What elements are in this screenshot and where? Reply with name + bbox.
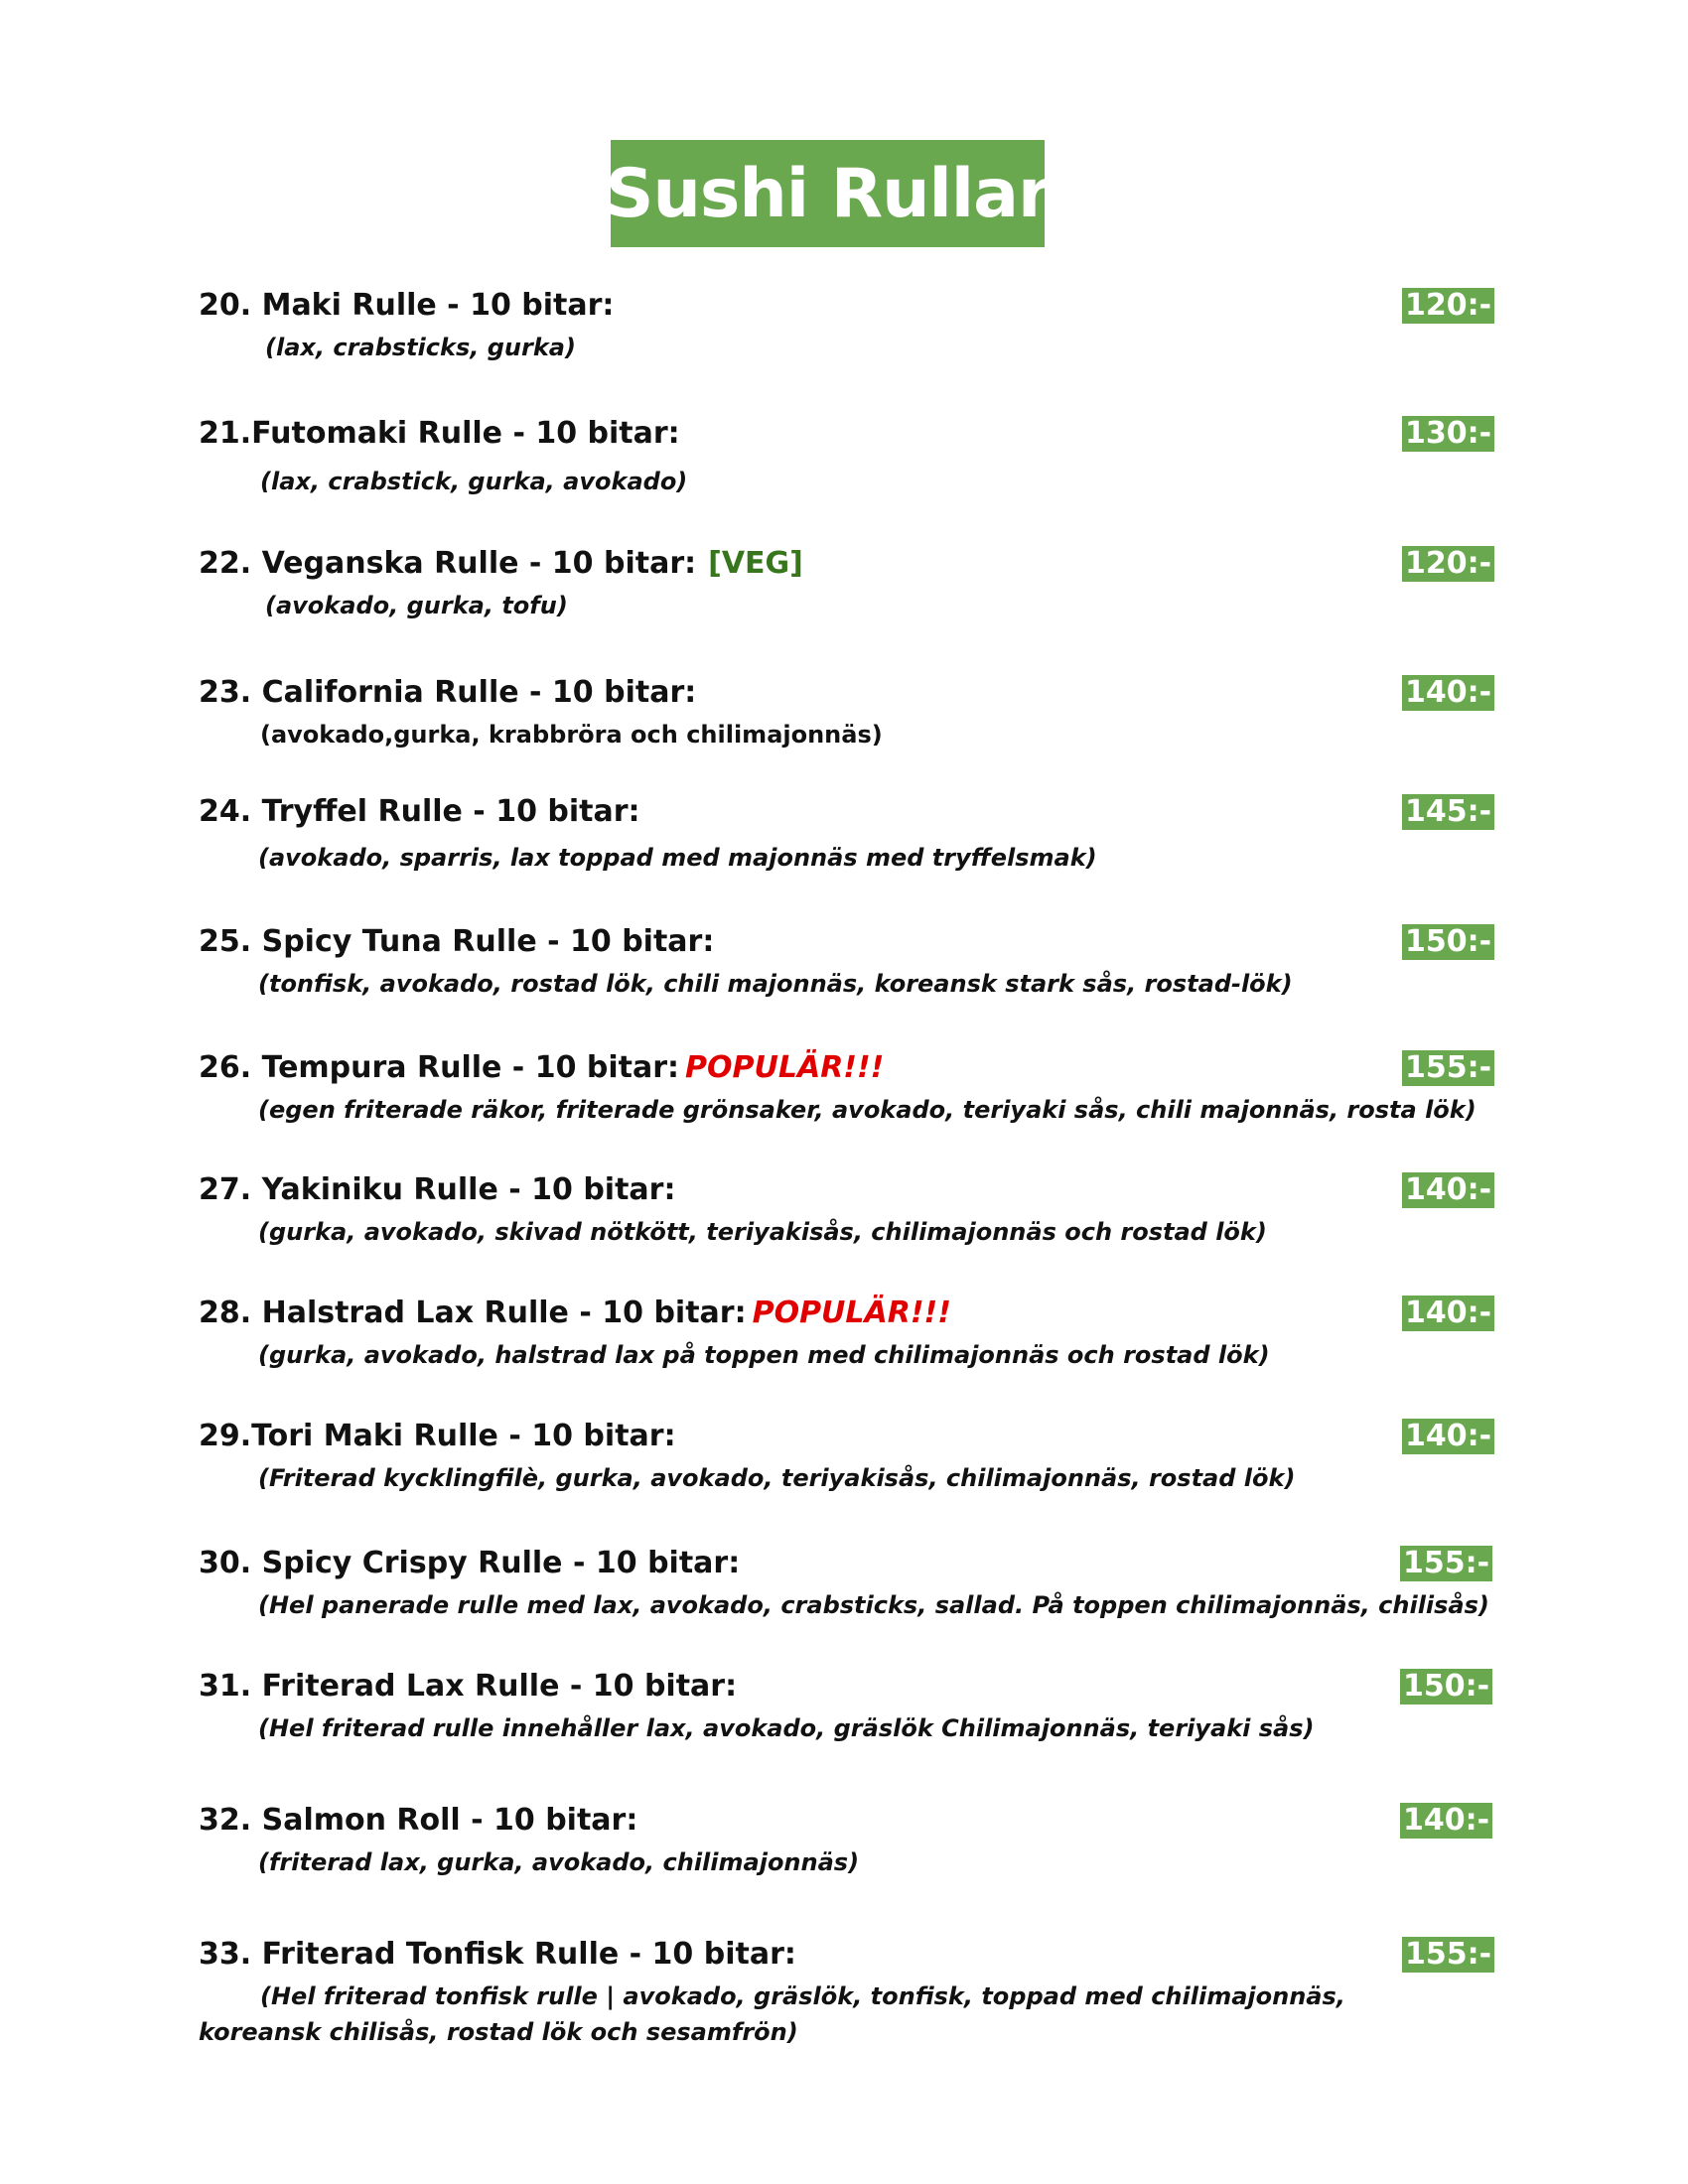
item-header <box>199 1290 1492 1337</box>
menu-item-29 <box>199 1413 1492 1496</box>
item-price: 140:- <box>1402 1172 1494 1208</box>
item-name: 23. California Rulle - 10 bitar: <box>199 675 697 710</box>
menu-item-22 <box>199 540 1492 623</box>
item-price: 120:- <box>1402 288 1494 324</box>
item-header <box>199 410 1492 458</box>
item-name: 26. Tempura Rulle - 10 bitar: <box>199 1050 680 1085</box>
item-description: (avokado, gurka, tofu) <box>265 592 568 619</box>
page-title: Sushi Rullar <box>605 154 1051 233</box>
menu-item-28 <box>199 1290 1492 1373</box>
item-name-row <box>199 540 803 588</box>
menu-title-banner <box>605 140 1051 247</box>
menu-item-27 <box>199 1166 1492 1250</box>
item-price: 140:- <box>1402 675 1494 711</box>
item-description: (avokado,gurka, krabbröra och chilimajonnäs) <box>260 721 883 749</box>
item-name: 21.Futomaki Rulle - 10 bitar: <box>199 416 680 451</box>
menu-item-24 <box>199 788 1492 876</box>
item-price: 120:- <box>1402 546 1494 582</box>
item-header <box>199 1663 1489 1710</box>
item-header <box>199 282 1492 330</box>
menu-item-25 <box>199 918 1492 1002</box>
item-description: (Hel panerade rulle med lax, avokado, crabsticks, sallad. På toppen chilimajonnäs, chilisås) <box>258 1591 1489 1619</box>
item-header <box>199 918 1492 966</box>
item-price: 155:- <box>1402 1937 1494 1973</box>
item-header <box>199 1166 1492 1214</box>
item-header <box>199 788 1492 836</box>
item-price: 150:- <box>1402 924 1494 960</box>
item-header <box>199 540 1492 588</box>
item-name: 20. Maki Rulle - 10 bitar: <box>199 288 615 323</box>
item-name: 33. Friterad Tonfisk Rulle - 10 bitar: <box>199 1937 796 1972</box>
popular-tag: POPULÄR!!! <box>752 1296 951 1330</box>
item-name-row <box>199 1290 951 1337</box>
item-description: (egen friterade räkor, friterade grönsaker, avokado, teriyaki sås, chili majonnäs, rosta lök) <box>258 1096 1477 1124</box>
item-name: 25. Spicy Tuna Rulle - 10 bitar: <box>199 924 715 959</box>
menu-item-26 <box>199 1044 1492 1128</box>
popular-tag: POPULÄR!!! <box>685 1050 885 1085</box>
menu-item-33 <box>199 1931 1492 2050</box>
item-header <box>199 1044 1492 1092</box>
item-header <box>199 1931 1492 1979</box>
item-header <box>199 669 1492 717</box>
item-price: 130:- <box>1402 416 1494 452</box>
item-description: (Hel friterad rulle innehåller lax, avokado, gräslök Chilimajonnäs, teriyaki sås) <box>258 1714 1315 1742</box>
item-header <box>199 1540 1489 1587</box>
menu-item-30 <box>199 1540 1489 1623</box>
item-price: 155:- <box>1400 1546 1492 1581</box>
item-description: (gurka, avokado, skivad nötkött, teriyakisås, chilimajonnäs och rostad lök) <box>258 1218 1267 1246</box>
menu-item-32 <box>199 1797 1489 1880</box>
item-price: 140:- <box>1402 1419 1494 1454</box>
item-price: 145:- <box>1402 794 1494 830</box>
item-description: (tonfisk, avokado, rostad lök, chili majonnäs, koreansk stark sås, rostad-lök) <box>258 970 1293 998</box>
item-name: 29.Tori Maki Rulle - 10 bitar: <box>199 1419 676 1453</box>
item-description: (avokado, sparris, lax toppad med majonnäs med tryffelsmak) <box>258 844 1097 872</box>
item-name: 32. Salmon Roll - 10 bitar: <box>199 1803 638 1838</box>
item-price: 155:- <box>1402 1050 1494 1086</box>
item-description: (Hel friterad tonfisk rulle | avokado, gräslök, tonfisk, toppad med chilimajonnäs, koreansk chilisås, rostad lök och sesamfrön) <box>199 1982 1345 2046</box>
menu-item-31 <box>199 1663 1489 1746</box>
item-header <box>199 1413 1492 1460</box>
item-price: 140:- <box>1400 1803 1492 1839</box>
item-name-row <box>199 1044 884 1092</box>
item-name: 31. Friterad Lax Rulle - 10 bitar: <box>199 1669 738 1704</box>
item-header <box>199 1797 1489 1844</box>
item-name: 24. Tryffel Rulle - 10 bitar: <box>199 794 640 829</box>
item-price: 140:- <box>1402 1296 1494 1331</box>
item-description: (gurka, avokado, halstrad lax på toppen med chilimajonnäs och rostad lök) <box>258 1341 1270 1369</box>
item-name: 27. Yakiniku Rulle - 10 bitar: <box>199 1172 676 1207</box>
item-description: (Friterad kycklingfilè, gurka, avokado, teriyakisås, chilimajonnäs, rostad lök) <box>258 1464 1296 1492</box>
item-name: 30. Spicy Crispy Rulle - 10 bitar: <box>199 1546 741 1580</box>
item-name: 28. Halstrad Lax Rulle - 10 bitar: <box>199 1296 747 1330</box>
menu-item-23 <box>199 669 1492 752</box>
item-price: 150:- <box>1400 1669 1492 1705</box>
veg-tag: [VEG] <box>708 546 803 581</box>
item-description: (friterad lax, gurka, avokado, chilimajonnäs) <box>258 1848 860 1876</box>
menu-item-21 <box>199 410 1492 499</box>
item-description: (lax, crabstick, gurka, avokado) <box>260 468 688 495</box>
menu-item-20 <box>199 282 1492 365</box>
item-name: 22. Veganska Rulle - 10 bitar: <box>199 546 697 581</box>
item-description: (lax, crabsticks, gurka) <box>265 334 576 361</box>
